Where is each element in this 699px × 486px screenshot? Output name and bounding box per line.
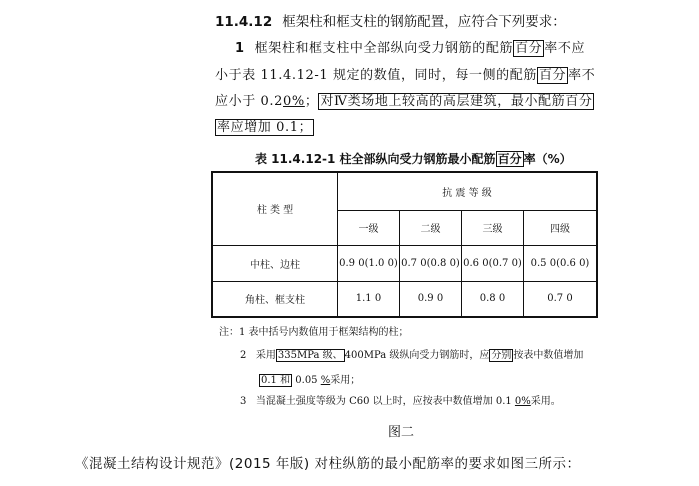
col-header-type: 柱 类 型 [212, 172, 338, 245]
boxed-text: 0.1 和 [261, 375, 291, 386]
text-span: 表 11.4.12-1 柱全部纵向受力钢筋最小配筋 [255, 152, 496, 166]
col-header-group: 抗 震 等 级 [338, 172, 598, 210]
text-span: 率（%） [523, 152, 572, 166]
cell-value: 0.7 0 [524, 281, 598, 317]
cell-value: 0.8 0 [462, 281, 524, 317]
note-number: 2 [240, 350, 247, 361]
grade-header: 一级 [338, 210, 400, 245]
grade-header: 四级 [524, 210, 598, 245]
underlined-text: % [320, 375, 331, 386]
reinforcement-table [211, 171, 598, 318]
note-2-cont [259, 371, 360, 386]
cell-value: 0.7 0(0.8 0) [400, 245, 462, 281]
figure-label: 图二 [388, 425, 415, 440]
table-title [255, 150, 572, 167]
text-span: 率不应 [544, 41, 586, 56]
clause-line-3 [215, 90, 594, 109]
grade-header: 二级 [400, 210, 462, 245]
caption: 《混凝土结构设计规范》(2015 年版) 对柱纵筋的最小配筋率的要求如图三所示： [75, 456, 581, 472]
boxed-text: 百分 [515, 41, 543, 56]
boxed-text: 对Ⅳ类场地上较高的高层建筑，最小配筋百分 [320, 94, 593, 109]
table-row [212, 281, 597, 317]
text-span: 应小于 0.2 [215, 94, 284, 109]
boxed-text: 335MPa 级、 [277, 350, 343, 361]
text-span: 当混凝土强度等级为 C60 以上时，应按表中数值增加 0.1 [255, 396, 515, 407]
note-3 [240, 392, 561, 407]
text-span: 小于表 11.4.12-1 规定的数值，同时，每一侧的配筋 [215, 68, 537, 83]
boxed-text: 分别 [491, 350, 512, 361]
cell-value: 1.1 0 [338, 281, 400, 317]
item-number: 1 [235, 41, 245, 56]
cell-value: 0.9 0(1.0 0) [338, 245, 400, 281]
grade-header: 三级 [462, 210, 524, 245]
row-type: 中柱、边柱 [212, 245, 338, 281]
text-span: 按表中数值增加 [513, 350, 584, 361]
boxed-text: 百分 [538, 68, 567, 83]
text-span: 采用； [330, 375, 361, 386]
note-2 [240, 346, 583, 361]
cell-value: 0.5 0(0.6 0) [524, 245, 598, 281]
clause-line-1 [235, 37, 585, 56]
boxed-text: 百分 [497, 152, 522, 166]
row-type: 角柱、框支柱 [212, 281, 338, 317]
clause-number: 11.4.12 [215, 14, 273, 30]
clause-line-2 [215, 64, 595, 83]
text-span: 框架柱和框支柱中全部纵向受力钢筋的配筋 [254, 41, 514, 56]
text-span: 400MPa 级纵向受力钢筋时，应 [344, 350, 490, 361]
table-row [212, 245, 597, 281]
underlined-text: 0% [514, 396, 531, 407]
clause-line-4 [215, 116, 314, 135]
cell-value: 0.6 0(0.7 0) [462, 245, 524, 281]
text-span: 率不 [568, 68, 596, 83]
note-1: 注：1 表中括号内数值用于框架结构的柱； [219, 327, 409, 338]
text-span: 0.05 [292, 375, 321, 386]
clause-heading [215, 10, 566, 30]
cell-value: 0.9 0 [400, 281, 462, 317]
boxed-text: 率应增加 0.1； [217, 120, 313, 135]
text-span: 采用。 [530, 396, 561, 407]
text-span: ； [304, 94, 319, 109]
text-span: 采用 [255, 350, 276, 361]
clause-title: 框架柱和框支柱的钢筋配置，应符合下列要求： [282, 14, 566, 30]
underlined-text: 0% [283, 94, 305, 109]
note-number: 3 [240, 396, 247, 407]
